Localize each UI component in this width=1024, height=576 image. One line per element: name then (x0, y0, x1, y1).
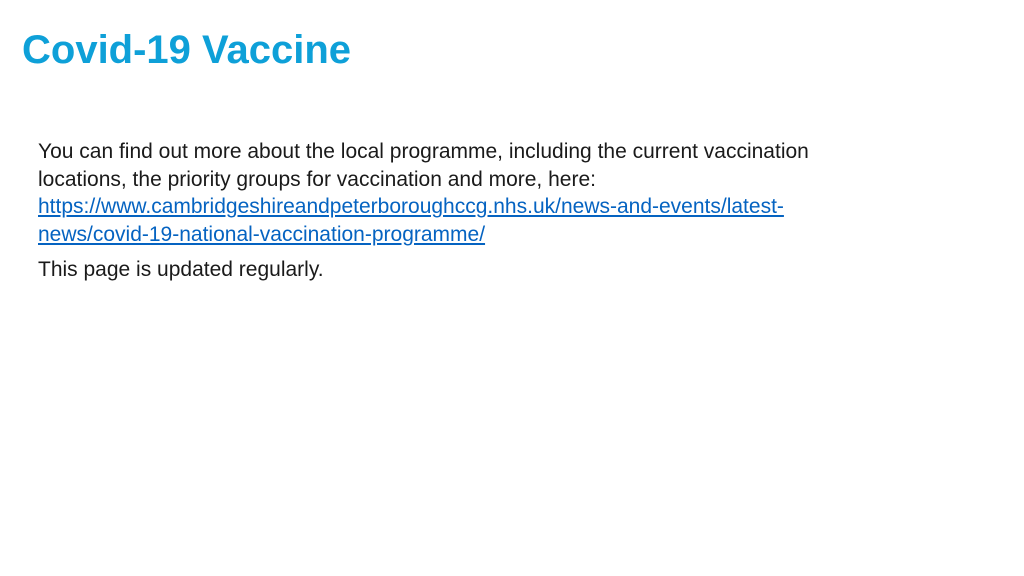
intro-line-1: You can find out more about the local programme, including the current vaccination (38, 140, 809, 163)
programme-link-line-1[interactable]: https://www.cambridgeshireandpeterboroughccg.nhs.uk/news-and-events/latest- (38, 195, 784, 218)
intro-line-2: locations, the priority groups for vaccination and more, here: (38, 167, 596, 191)
slide-title: Covid-19 Vaccine (22, 28, 352, 72)
intro-paragraph (38, 138, 938, 248)
programme-link[interactable] (38, 195, 784, 246)
update-note: This page is updated regularly. (38, 258, 324, 281)
programme-link-line-2[interactable]: news/covid-19-national-vaccination-programme/ (38, 222, 486, 246)
slide-body (38, 138, 938, 284)
